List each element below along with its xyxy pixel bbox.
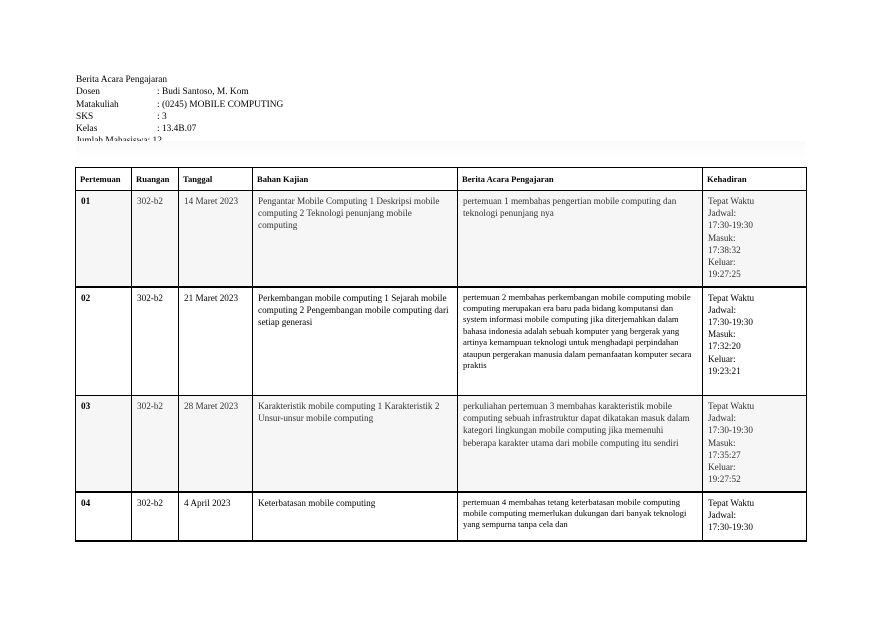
- header-row-dosen: [76, 86, 283, 98]
- pertemuan-cell: 04: [76, 492, 132, 541]
- header-divider-band: [76, 141, 805, 161]
- berita-acara-cell: perkuliahan pertemuan 3 membahas karakteristik mobile computing sebuah infrastruktur dapat dikatakan masuk dalam kategori lingkungan mobile computing jika memenuhi beberapa karakter utama dari mobile computing itu sendiri: [458, 396, 703, 492]
- kehadiran-status: Tepat Waktu: [708, 401, 755, 411]
- header-row-sks: [76, 111, 283, 123]
- kehadiran-cell: [703, 492, 807, 541]
- jadwal-value: 17:30-19:30: [708, 220, 753, 231]
- ruangan-cell: 302-b2: [132, 191, 179, 287]
- kehadiran-cell: [703, 396, 807, 492]
- document-title: Berita Acara Pengajaran: [76, 75, 168, 85]
- matakuliah-label: Matakuliah: [76, 99, 119, 110]
- masuk-label: Masuk:: [708, 437, 736, 448]
- column-header-bahan-kajian: Bahan Kajian: [253, 168, 458, 191]
- keluar-label: Keluar:: [708, 257, 736, 268]
- pertemuan-cell: 01: [76, 191, 132, 287]
- column-header-berita-acara: Berita Acara Pengajaran: [458, 168, 703, 191]
- masuk-value: 17:35:27: [708, 449, 741, 460]
- ruangan-cell: 302-b2: [132, 492, 179, 541]
- keluar-value: 19:27:52: [708, 474, 741, 485]
- masuk-value: 17:32:20: [708, 341, 741, 352]
- dosen-label: Dosen: [76, 87, 100, 98]
- table-row: [76, 492, 807, 541]
- kehadiran-status: Tepat Waktu: [708, 292, 755, 303]
- pertemuan-cell: 02: [76, 287, 132, 396]
- sks-value: : 3: [157, 111, 167, 122]
- ruangan-cell: 302-b2: [132, 396, 179, 492]
- kehadiran-cell: [703, 191, 807, 287]
- header-row-matakuliah: [76, 99, 283, 111]
- kelas-label: Kelas: [76, 124, 98, 135]
- ruangan-cell: 302-b2: [132, 287, 179, 396]
- keluar-value: 19:23:21: [708, 365, 741, 376]
- tanggal-cell: 4 April 2023: [179, 492, 253, 541]
- column-header-pertemuan: Pertemuan: [76, 168, 132, 191]
- kehadiran-cell: [703, 287, 807, 396]
- table-row: [76, 396, 807, 492]
- table-header-row: [76, 168, 807, 191]
- bahan-kajian-cell: Pengantar Mobile Computing 1 Deskripsi mobile computing 2 Teknologi penunjang mobile computing: [253, 191, 458, 287]
- document-header: [76, 74, 283, 148]
- tanggal-cell: 28 Maret 2023: [179, 396, 253, 492]
- column-header-kehadiran: Kehadiran: [703, 168, 807, 191]
- column-header-tanggal: Tanggal: [179, 168, 253, 191]
- column-header-ruangan: Ruangan: [132, 168, 179, 191]
- attendance-table: [75, 167, 807, 542]
- kehadiran-status: Tepat Waktu: [708, 196, 755, 206]
- jadwal-label: Jadwal:: [708, 208, 737, 219]
- jadwal-label: Jadwal:: [708, 509, 737, 520]
- masuk-value: 17:38:32: [708, 244, 741, 255]
- masuk-label: Masuk:: [708, 232, 736, 243]
- sks-label: SKS: [76, 111, 94, 122]
- keluar-label: Keluar:: [708, 353, 736, 364]
- pertemuan-cell: 03: [76, 396, 132, 492]
- jadwal-value: 17:30-19:30: [708, 316, 753, 327]
- bahan-kajian-cell: Keterbatasan mobile computing: [253, 492, 458, 541]
- keluar-label: Keluar:: [708, 462, 736, 473]
- table-row: [76, 287, 807, 396]
- bahan-kajian-cell: Perkembangan mobile computing 1 Sejarah mobile computing 2 Pengembangan mobile computing dari setiap generasi: [253, 287, 458, 396]
- berita-acara-cell: pertemuan 2 membahas perkembangan mobile computing mobile computing merupakan era baru pada bidang komputansi dan system informasi mobile computing jika diterjemahkan dalam bahasa indonesia adalah sebuah komputer yang bergerak yang artinya kemampuan teknologi untuk menghadapi perpindahan ataupun pergerakan manusia dalam pemanfaatan komputer secara praktis: [458, 287, 703, 396]
- keluar-value: 19:27:25: [708, 269, 741, 280]
- berita-acara-cell: pertemuan 1 membahas pengertian mobile computing dan teknologi penunjang nya: [458, 191, 703, 287]
- tanggal-cell: 14 Maret 2023: [179, 191, 253, 287]
- dosen-value: : Budi Santoso, M. Kom: [157, 87, 249, 98]
- berita-acara-cell: pertemuan 4 membahas tetang keterbatasan mobile computing mobile computing memerlukan dukungan dari banyak teknologi yang sempurna tanpa cela dan: [458, 492, 703, 541]
- kelas-value: : 13.4B.07: [157, 124, 197, 135]
- jadwal-label: Jadwal:: [708, 304, 737, 315]
- kehadiran-status: Tepat Waktu: [708, 497, 755, 508]
- jadwal-value: 17:30-19:30: [708, 521, 753, 532]
- header-row-kelas: [76, 123, 283, 135]
- masuk-label: Masuk:: [708, 329, 736, 340]
- matakuliah-value: : (0245) MOBILE COMPUTING: [157, 99, 284, 110]
- jadwal-label: Jadwal:: [708, 413, 737, 424]
- bahan-kajian-cell: Karakteristik mobile computing 1 Karakteristik 2 Unsur-unsur mobile computing: [253, 396, 458, 492]
- tanggal-cell: 21 Maret 2023: [179, 287, 253, 396]
- table-row: [76, 191, 807, 287]
- jadwal-value: 17:30-19:30: [708, 425, 753, 436]
